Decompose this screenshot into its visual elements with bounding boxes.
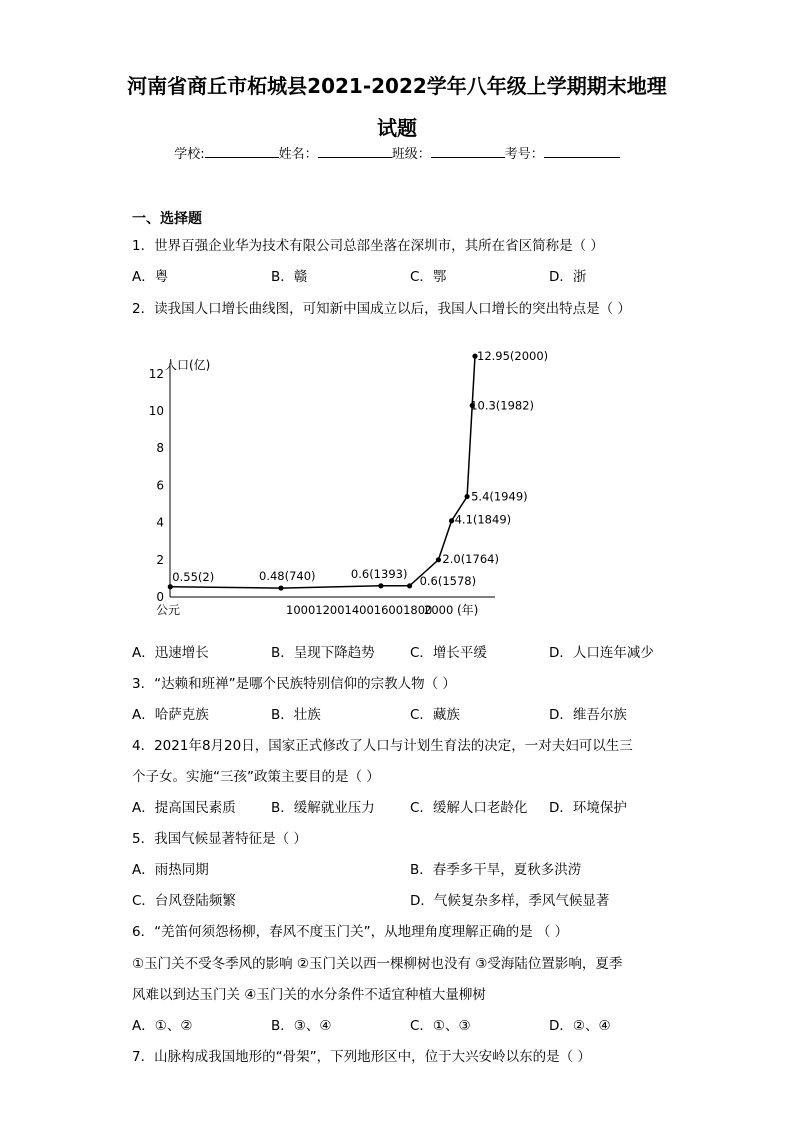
population-curve	[170, 356, 475, 588]
y-tick-label: 2	[156, 552, 164, 567]
school-blank	[205, 144, 279, 158]
chart-points	[168, 349, 548, 591]
data-point	[449, 518, 454, 523]
section-heading: 一、选择题	[132, 211, 202, 227]
chart-ticks	[149, 367, 164, 604]
question-5-text: 5．我国气候显著特征是（ ）	[132, 831, 307, 847]
q2-option-d: D．人口连年减少	[549, 645, 654, 661]
q1-option-b: B．赣	[271, 269, 308, 285]
data-label: 2.0(1764)	[442, 551, 499, 566]
question-4-text: 4．2021年8月20日，国家正式修改了人口与计划生育法的决定，一对夫妇可以生三	[132, 738, 633, 754]
name-blank	[318, 144, 392, 158]
y-tick-label: 12	[148, 366, 164, 381]
q6-option-a: A．①、②	[132, 1018, 193, 1034]
data-label: 0.48(740)	[259, 569, 316, 584]
y-axis-title: 人口(亿)	[165, 358, 211, 372]
y-tick-label: 8	[156, 441, 164, 456]
question-6-statements-continued: 风难以到达玉门关 ④玉门关的水分条件不适宜种植大量柳树	[132, 987, 486, 1003]
q6-option-c: C．①、③	[410, 1018, 471, 1034]
data-label: 10.3(1982)	[470, 398, 535, 413]
data-label: 5.4(1949)	[471, 489, 528, 504]
x-tick-end: 2000	[424, 603, 454, 617]
q2-option-b: B．呈现下降趋势	[271, 645, 375, 661]
exam-number-label: 考号：	[504, 147, 544, 162]
school-label: 学校:	[174, 147, 205, 162]
exam-number-blank	[544, 144, 620, 158]
q2-option-c: C．增长平缓	[410, 645, 487, 661]
x-tick-labels: 10001200140016001800	[286, 603, 433, 617]
question-3-text: 3．“达赖和班禅”是哪个民族特别信仰的宗教人物（ ）	[132, 676, 456, 692]
data-point	[168, 584, 173, 589]
data-point	[436, 557, 441, 562]
data-point	[407, 583, 412, 588]
q3-option-d: D．维吾尔族	[549, 707, 627, 723]
data-point	[464, 494, 469, 499]
q5-option-b: B．春季多干旱，夏秋多洪涝	[410, 862, 582, 878]
question-6-statements: ①玉门关不受冬季风的影响 ②玉门关以西一棵柳树也没有 ③受海陆位置影响，夏季	[132, 956, 623, 972]
data-point	[378, 583, 383, 588]
population-growth-chart	[130, 335, 690, 625]
question-2-text: 2．读我国人口增长曲线图，可知新中国成立以后，我国人口增长的突出特点是（ ）	[132, 301, 631, 317]
class-label: 班级：	[391, 147, 431, 162]
page-title: 河南省商丘市柘城县2021-2022学年八年级上学期期末地理	[127, 74, 667, 98]
page-title-continued: 试题	[377, 116, 417, 140]
q2-option-a: A．迅速增长	[132, 645, 209, 661]
q5-option-c: C．台风登陆频繁	[132, 893, 236, 909]
data-point	[278, 585, 283, 590]
data-label: 4.1(1849)	[454, 512, 512, 527]
question-6-text: 6．“羌笛何须怨杨柳，春风不度玉门关”，从地理角度理解正确的是 （ ）	[132, 924, 569, 940]
q4-option-c: C．缓解人口老龄化	[410, 800, 528, 816]
data-label: 0.6(1393)	[350, 566, 408, 581]
q4-option-d: D．环境保护	[549, 800, 627, 816]
question-1-text: 1．世界百强企业华为技术有限公司总部坐落在深圳市，其所在省区简称是（ ）	[132, 238, 604, 254]
question-4-text-continued: 个子女。实施“三孩”政策主要目的是（ ）	[132, 769, 380, 785]
question-7-text: 7．山脉构成我国地形的“骨架”，下列地形区中，位于大兴安岭以东的是（ ）	[132, 1049, 591, 1065]
y-tick-label: 10	[148, 404, 164, 418]
y-tick-label: 4	[156, 515, 164, 530]
name-label: 姓名：	[278, 147, 318, 162]
data-label: 0.6(1578)	[419, 573, 477, 588]
student-info	[0, 143, 794, 162]
q4-option-b: B．缓解就业压力	[271, 800, 375, 816]
data-label: 0.55(2)	[172, 569, 215, 584]
q3-option-b: B．壮族	[271, 707, 321, 723]
x-axis-title: (年)	[457, 603, 479, 617]
q4-option-a: A．提高国民素质	[132, 800, 236, 816]
data-label: 12.95(2000)	[477, 349, 549, 364]
q3-option-a: A．哈萨克族	[132, 707, 209, 723]
q5-option-d: D．气候复杂多样，季风气候显著	[410, 893, 610, 909]
q1-option-a: A．粤	[132, 269, 169, 285]
x-origin-label: 公元	[156, 603, 181, 617]
y-tick-label: 0	[156, 590, 164, 604]
q3-option-c: C．藏族	[410, 707, 460, 723]
q1-option-d: D．浙	[549, 269, 587, 285]
class-blank	[431, 144, 505, 158]
q6-option-b: B．③、④	[271, 1018, 332, 1034]
q6-option-d: D．②、④	[549, 1018, 611, 1034]
y-tick-label: 6	[156, 478, 164, 493]
q5-option-a: A．雨热同期	[132, 862, 209, 878]
q1-option-c: C．鄂	[410, 269, 447, 285]
